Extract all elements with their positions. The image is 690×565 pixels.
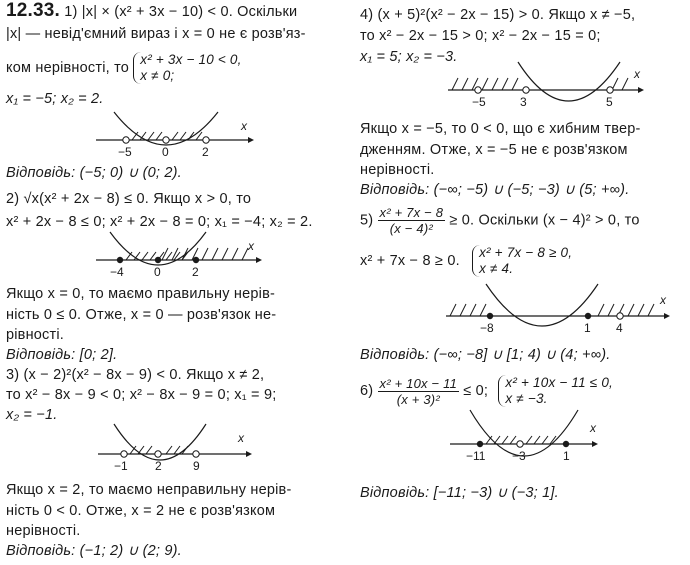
p4-hatching-left [452, 78, 518, 90]
p5-answer: Відповідь: (−∞; −8] ∪ [1; 4) ∪ (4; +∞). [360, 347, 611, 363]
p4-text-1: 4) (x + 5)²(x² − 2x − 15) > 0. Якщо x ≠ −5, [360, 7, 636, 23]
p2-label-b: 0 [154, 265, 161, 279]
p1-label-b: 0 [162, 145, 169, 159]
p5-label-a: −8 [480, 321, 494, 335]
p3-point-c [193, 451, 199, 457]
p6-numerator: x² + 10x − 11 [379, 375, 458, 391]
p6-label-a: −11 [466, 449, 486, 463]
p6-point-a [477, 441, 483, 447]
p3-text-3: x₂ = −1. [6, 407, 58, 423]
p5-point-c [617, 313, 623, 319]
p3-text-1: 3) (x − 2)²(x² − 8x − 9) < 0. Якщо x ≠ 2, [6, 367, 265, 383]
p1-text-3 [6, 52, 242, 84]
p5-fraction [378, 205, 446, 236]
p5-condition: ≥ 0. Оскільки (x − 4)² > 0, то [449, 212, 640, 229]
p1-axis-label: x [241, 119, 247, 133]
p1-text-2: |x| — невід'ємний вираз і x = 0 не є розв'яз- [6, 26, 306, 42]
p4-axis-label: x [634, 67, 640, 81]
p4-text-6: нерівності. [360, 162, 435, 178]
p4-axis-arrow [638, 87, 644, 93]
p1-axis-arrow [248, 137, 254, 143]
p1-text-1: 1) |x| × (x² + 3x − 10) < 0. Оскільки [64, 4, 298, 20]
p5-text-2 [360, 245, 572, 277]
p4-point-b [523, 87, 529, 93]
p2-text-1: 2) √x(x² + 2x − 8) ≤ 0. Якщо x > 0, то [6, 191, 252, 207]
p2-point-b [155, 257, 161, 263]
p6-denominator: (x + 3)² [396, 391, 440, 407]
p6-system [498, 375, 613, 407]
p3-text-4: Якщо x = 2, то маємо неправильну нерів- [6, 482, 292, 498]
p2-text-4: ність 0 ≤ 0. Отже, x = 0 — розв'язок не- [6, 307, 277, 323]
p4-label-b: 3 [520, 95, 527, 109]
p3-text-6: нерівності. [6, 523, 81, 539]
p4-point-c [607, 87, 613, 93]
p1-system [133, 52, 241, 84]
p5-text-1 [360, 205, 640, 236]
p5-hatching-left [450, 304, 486, 316]
p4-answer: Відповідь: (−∞; −5) ∪ (−5; −3) ∪ (5; +∞). [360, 182, 630, 198]
p6-text-1 [360, 375, 613, 407]
p1-point-c [203, 137, 209, 143]
p4-text-5: дженням. Отже, x = −5 не є розв'язком [360, 142, 628, 158]
p3-text-5: ність 0 < 0. Отже, x = 2 не є розв'язком [6, 503, 276, 519]
p5-point-a [487, 313, 493, 319]
p1-system-line-1: x² + 3x − 10 < 0, [140, 52, 242, 67]
p3-answer: Відповідь: (−1; 2) ∪ (2; 9). [6, 543, 182, 559]
p6-system-line-2: x ≠ −3. [505, 391, 548, 406]
p3-axis-arrow [246, 451, 252, 457]
p5-system-line-2: x ≠ 4. [479, 261, 514, 276]
p6-label-c: 1 [563, 449, 570, 463]
p3-point-a [121, 451, 127, 457]
p5-label: 5) [360, 212, 374, 229]
p6-number-line [450, 410, 610, 470]
p4-text-3: x₁ = 5; x₂ = −3. [360, 49, 458, 65]
p2-answer: Відповідь: [0; 2]. [6, 347, 118, 363]
p3-text-2: то x² − 8x − 9 < 0; x² − 8x − 9 = 0; x₁ = 9; [6, 387, 277, 403]
p5-system-line-1: x² + 7x − 8 ≥ 0, [479, 245, 573, 260]
p2-point-a [117, 257, 123, 263]
p6-condition: ≤ 0; [463, 382, 489, 399]
p5-label-c: 4 [616, 321, 623, 335]
p4-parabola [518, 62, 620, 101]
p1-text-3a: ком нерівності, то [6, 59, 130, 76]
p5-axis-arrow [664, 313, 670, 319]
p2-point-c [193, 257, 199, 263]
p6-fraction [378, 376, 460, 407]
problem-line-1 [6, 2, 297, 21]
p5-system [472, 245, 572, 277]
p4-label-c: 5 [606, 95, 613, 109]
p4-text-2: то x² − 2x − 15 > 0; x² − 2x − 15 = 0; [360, 28, 601, 44]
p1-number-line [96, 108, 256, 160]
p3-label-a: −1 [114, 459, 128, 473]
p2-label-a: −4 [110, 265, 124, 279]
p1-point-a [123, 137, 129, 143]
p1-answer: Відповідь: (−5; 0) ∪ (0; 2). [6, 165, 182, 181]
problem-number: 12.33. [6, 0, 61, 21]
p6-point-b [517, 441, 523, 447]
p5-inequality: x² + 7x − 8 ≥ 0. [360, 252, 460, 269]
p1-label-a: −5 [118, 145, 132, 159]
p6-answer: Відповідь: [−11; −3) ∪ (−3; 1]. [360, 485, 559, 501]
p1-system-line-2: x ≠ 0; [140, 68, 175, 83]
p4-number-line [448, 62, 640, 116]
p5-parabola [486, 284, 598, 326]
p2-text-5: рівності. [6, 327, 65, 343]
p5-point-b [585, 313, 591, 319]
p1-label-c: 2 [202, 145, 209, 159]
p3-label-b: 2 [155, 459, 162, 473]
p2-text-2: x² + 2x − 8 ≤ 0; x² + 2x − 8 = 0; x₁ = −4; x₂ = 2. [6, 214, 313, 230]
p3-axis-label: x [238, 431, 244, 445]
p6-point-c [563, 441, 569, 447]
p6-axis-arrow [592, 441, 598, 447]
p1-point-b [163, 137, 169, 143]
p5-axis-label: x [660, 293, 666, 307]
p6-label-b: −3 [512, 449, 526, 463]
p4-point-a [475, 87, 481, 93]
p3-label-c: 9 [193, 459, 200, 473]
p2-label-c: 2 [192, 265, 199, 279]
p5-hatching-right [598, 304, 654, 316]
p5-denominator: (x − 4)² [389, 221, 433, 236]
p4-hatching-right [612, 78, 628, 90]
p4-label-a: −5 [472, 95, 486, 109]
p5-label-b: 1 [584, 321, 591, 335]
p6-label: 6) [360, 382, 374, 399]
p2-axis-arrow [256, 257, 262, 263]
p2-text-3: Якщо x = 0, то маємо правильну нерів- [6, 286, 276, 302]
p4-text-4: Якщо x = −5, то 0 < 0, що є хибним твер- [360, 121, 641, 137]
p3-point-b [155, 451, 161, 457]
p1-roots: x₁ = −5; x₂ = 2. [6, 91, 104, 107]
p3-number-line [98, 422, 258, 474]
p2-axis-label: x [248, 239, 254, 253]
p6-axis-label: x [590, 421, 596, 435]
p2-number-line [96, 228, 266, 280]
p5-numerator: x² + 7x − 8 [379, 205, 444, 220]
p6-system-line-1: x² + 10x − 11 ≤ 0, [505, 375, 613, 390]
p5-number-line [446, 284, 666, 338]
